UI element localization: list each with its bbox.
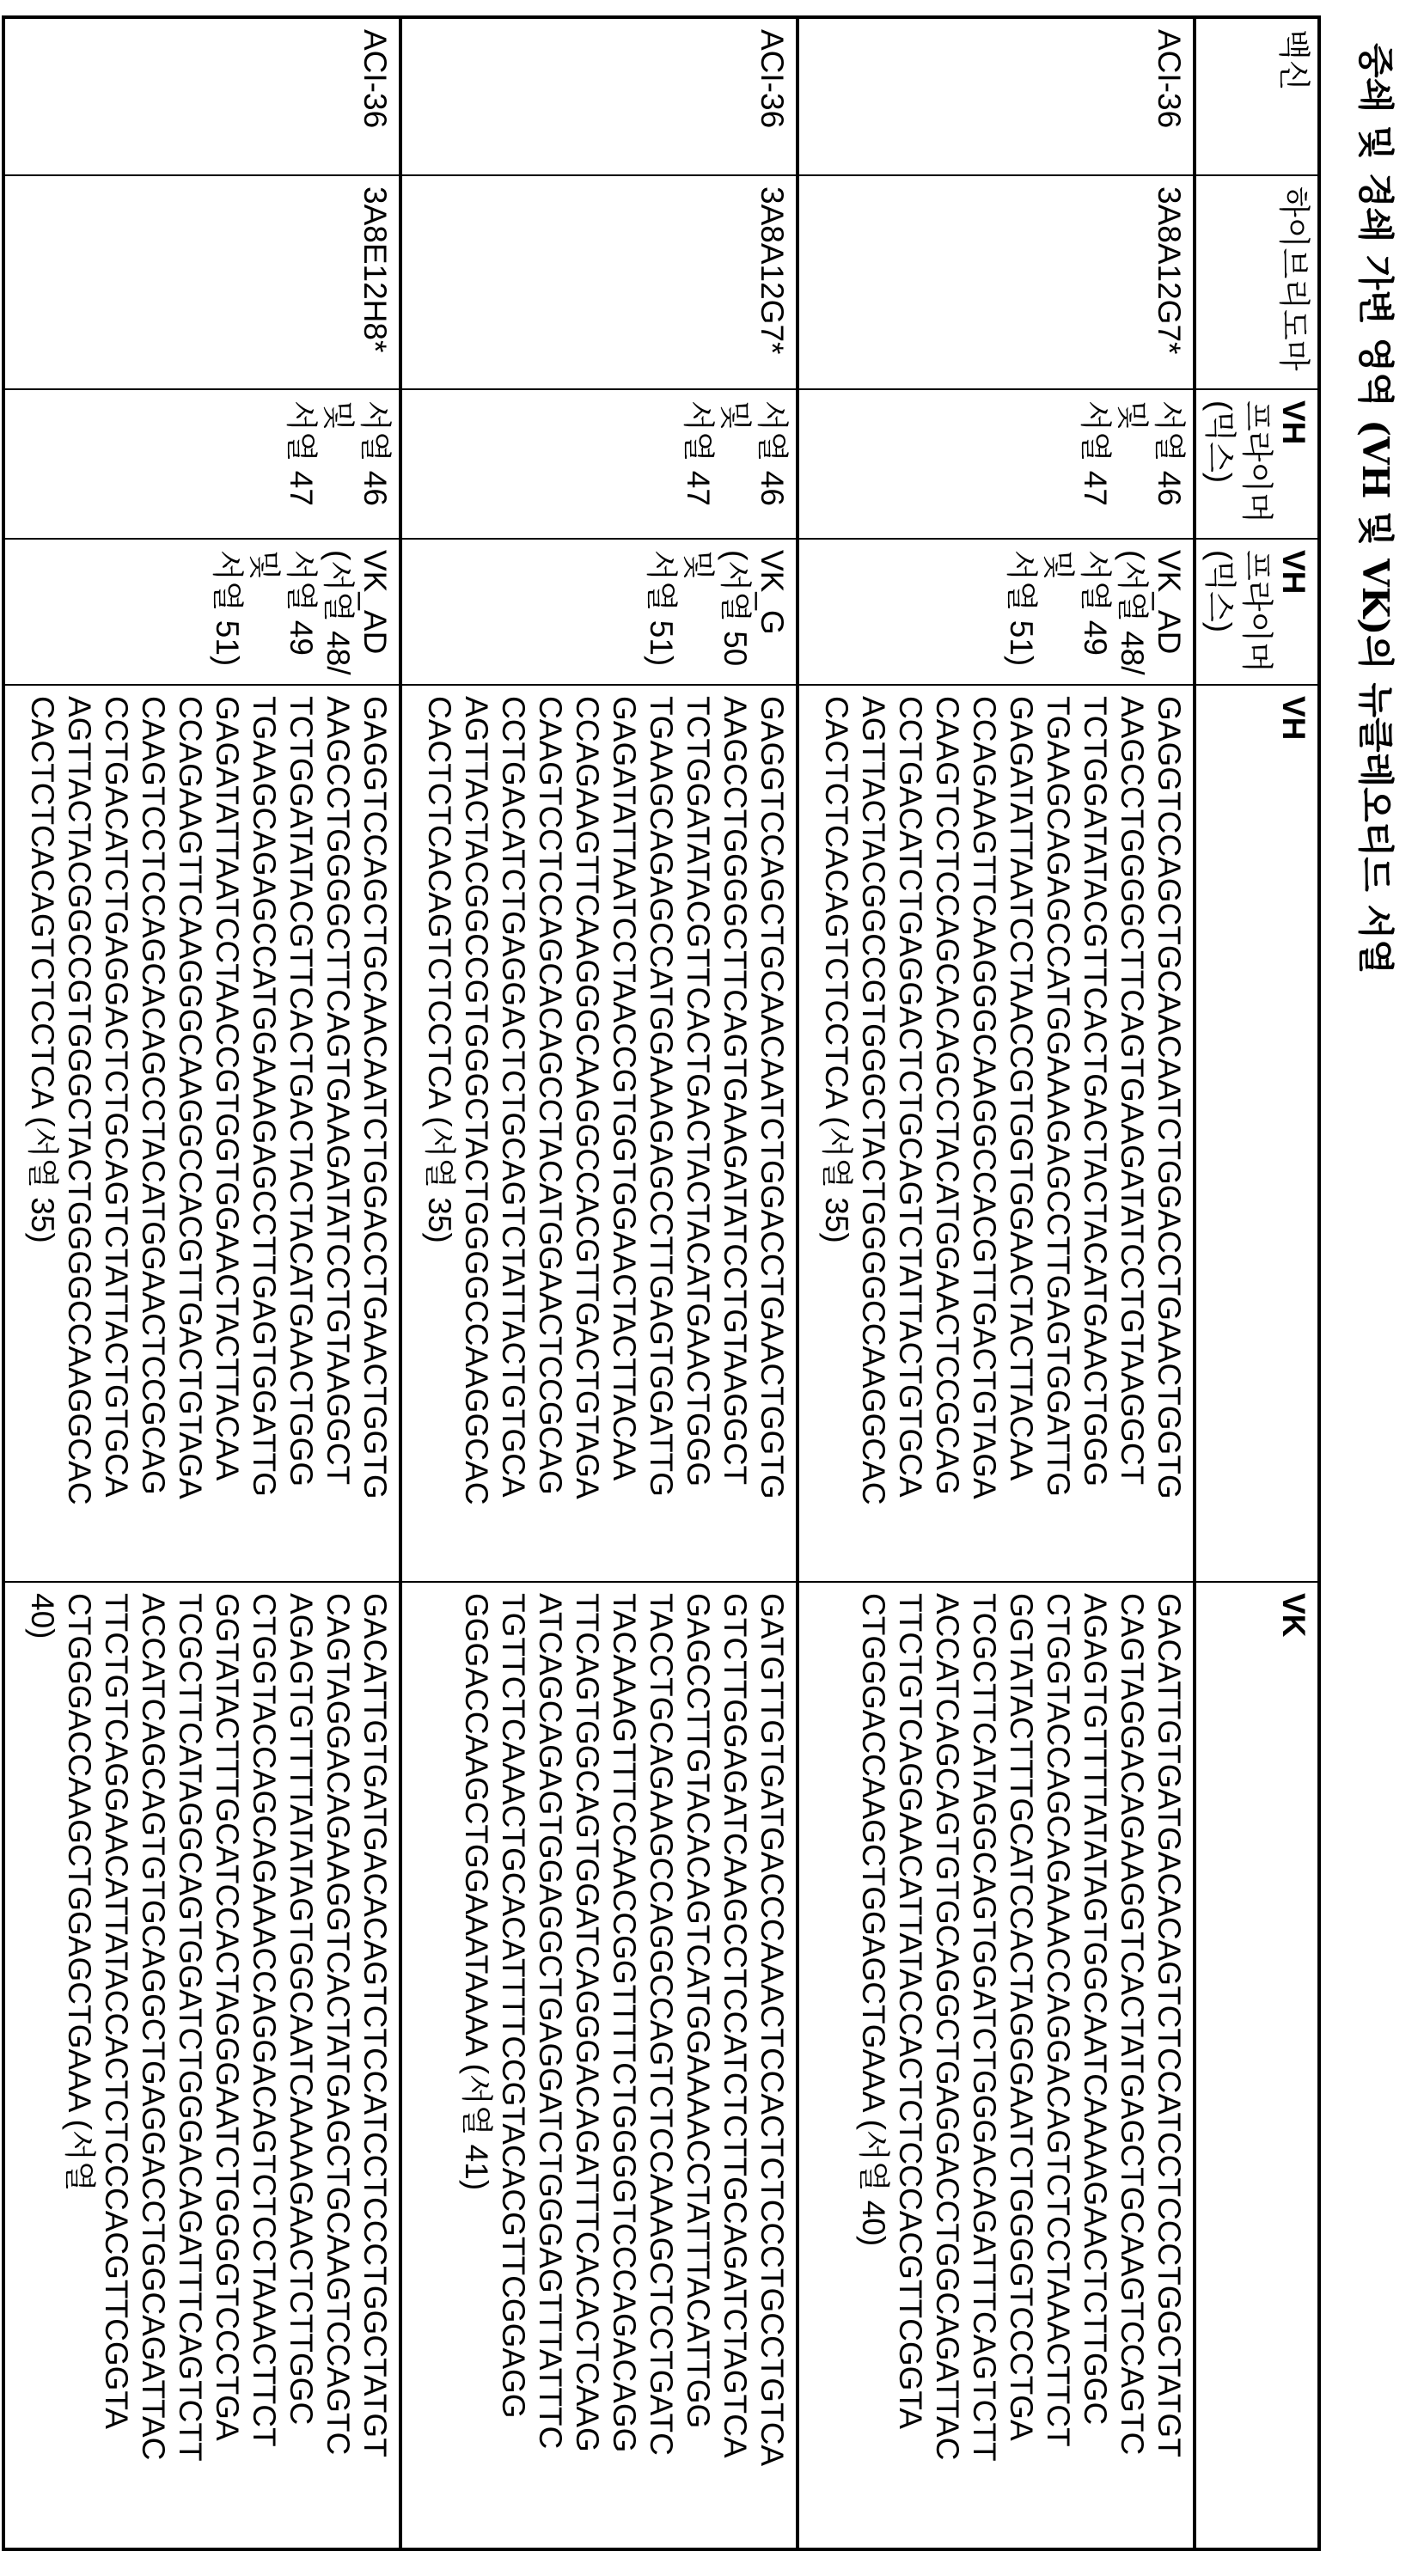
header-vh-primer-line: (믹스) <box>1201 400 1238 528</box>
vk-sequence-line: GGTATACTTTGCATCCACTAGGGAATCTGGGGTCCCTGA <box>1003 1593 1040 2537</box>
vk-sequence-line: AGAGTGTTTTATATAGTGGCAATCAAAAGAACTCTTGGC <box>1077 1593 1114 2537</box>
vk-sequence-line: TACCTGCAGAAGCCAGGCCAGTCTCCAAAGCTCCTGATC <box>643 1593 680 2537</box>
hybridoma-cell: 3A8E12H8* <box>3 175 400 389</box>
vh-sequence-line: TGAAGCAGAGCCATGGAAAGAGCCTTGAGTGGATTG <box>1040 696 1077 1571</box>
vk-sequence-cell <box>3 1582 400 2549</box>
vh-sequence-line: CAAGTCCTCCAGCACAGCCTACATGGAACTCCGCAG <box>532 696 569 1571</box>
vk-primer-line: 및 <box>246 550 283 674</box>
vaccine-cell: ACI-36 <box>400 17 798 175</box>
vh-sequence-line: AAGCCTGGGGCTTCAGTGAAGATATCCTGTAAGGCT <box>320 696 357 1571</box>
vaccine-cell: ACI-36 <box>3 17 400 175</box>
vk-sequence-line: ATCAGCAGAGTGGAGGCTGAGGATCTGGGAGTTTATTTC <box>532 1593 569 2537</box>
vk-sequence-line: ACCATCAGCAGTGTGCAGGCTGAGGACCTGGCAGATTAC <box>929 1593 966 2537</box>
vk-sequence-line: CTGGGACCAAGCTGGAGCTGAAA (서열 <box>61 1593 98 2537</box>
hybridoma-cell: 3A8A12G7* <box>400 175 798 389</box>
table-header-row <box>1195 17 1319 2549</box>
vh-primer-line: 서열 46 <box>1151 400 1188 528</box>
vk-sequence-line: TCGCTTCATAGGCAGTGGATCTGGGACAGATTTCAGTCTT <box>966 1593 1003 2537</box>
vh-primer-line: 서열 47 <box>680 400 717 528</box>
vk-sequence-line: TACAAAGTTTCCAACCGGTTTTCTGGGGTCCCAGACAGG <box>606 1593 643 2537</box>
table-row <box>400 17 798 2549</box>
vh-sequence-line: TGAAGCAGAGCCATGGAAAGAGCCTTGAGTGGATTG <box>643 696 680 1571</box>
vh-primer-line: 및 <box>717 400 754 528</box>
vh-sequence-line: CACTCTCACAGTCTCCTCA (서열 35) <box>818 696 855 1571</box>
vh-sequence-line: CCAGAAGTTCAAGGGCAAGGCCACGTTGACTGTAGA <box>569 696 606 1571</box>
header-vk: VK <box>1195 1582 1319 2549</box>
vk-sequence-line: AGAGTGTTTTATATAGTGGCAATCAAAAGAACTCTTGGC <box>283 1593 320 2537</box>
vh-primer-cell <box>3 389 400 539</box>
vk-sequence-line: GAGCCTTGTACACAGTCATGGAAAACCTATTTACATTGG <box>680 1593 717 2537</box>
vk-primer-line: 서열 51) <box>1003 550 1040 674</box>
vk-primer-line: 서열 49 <box>1077 550 1114 674</box>
vk-primer-line: VK_G <box>754 550 791 674</box>
vk-primer-cell <box>400 539 798 685</box>
vk-primer-cell <box>3 539 400 685</box>
vk-sequence-cell <box>798 1582 1195 2549</box>
table-row <box>3 17 400 2549</box>
vh-sequence-line: TCTGGATATACGTTCACTGACTACTACATGAACTGGG <box>680 696 717 1571</box>
vk-primer-line: (서열 48/ <box>1114 550 1151 674</box>
vk-sequence-line: CAGTAGGACAGAAGGTCACTATGAGCTGCAAGTCCAGTC <box>1114 1593 1151 2537</box>
vh-sequence-line: CAAGTCCTCCAGCACAGCCTACATGGAACTCCGCAG <box>135 696 172 1571</box>
vh-sequence-cell <box>400 685 798 1582</box>
vk-primer-line: 서열 51) <box>209 550 246 674</box>
header-vh-primer <box>1195 389 1319 539</box>
vk-primer-line: 서열 51) <box>643 550 680 674</box>
vk-sequence-line: 40) <box>24 1593 61 2537</box>
vk-sequence-line: TTCTGTCAGGAACATTATACCACTCTCCCACGTTCGGTA <box>98 1593 135 2537</box>
vh-sequence-line: GAGGTCCAGCTGCAACAATCTGGACCTGAACTGGTG <box>357 696 394 1571</box>
vh-primer-line: 서열 47 <box>1077 400 1114 528</box>
vk-primer-line: 서열 49 <box>283 550 320 674</box>
vh-sequence-line: GAGATATTAATCCTAACCGTGGTGGAACTACTTACAA <box>606 696 643 1571</box>
vk-primer-line: 및 <box>680 550 717 674</box>
vh-sequence-line: CCAGAAGTTCAAGGGCAAGGCCACGTTGACTGTAGA <box>172 696 209 1571</box>
vk-sequence-line: GACATTGTGATGACACAGTCTCCATCCTCCCTGGCTATGT <box>357 1593 394 2537</box>
vk-primer-line: VK_AD <box>1151 550 1188 674</box>
vh-sequence-line: TCTGGATATACGTTCACTGACTACTACATGAACTGGG <box>283 696 320 1571</box>
sequence-table <box>2 15 1321 2551</box>
vh-sequence-line: GAGATATTAATCCTAACCGTGGTGGAACTACTTACAA <box>209 696 246 1571</box>
vh-sequence-line: GAGATATTAATCCTAACCGTGGTGGAACTACTTACAA <box>1003 696 1040 1571</box>
vh-primer-cell <box>400 389 798 539</box>
page-title: 중쇄 및 경쇄 가변 영역 (VH 및 VK)의 뉴클레오티드 서열 <box>1352 43 1403 974</box>
vh-sequence-line: AAGCCTGGGGCTTCAGTGAAGATATCCTGTAAGGCT <box>717 696 754 1571</box>
vh-sequence-line: TCTGGATATACGTTCACTGACTACTACATGAACTGGG <box>1077 696 1114 1571</box>
vh-primer-line: 및 <box>1114 400 1151 528</box>
vk-sequence-line: TTCAGTGGCAGTGGATCAGGGACAGATTTCACACTCAAG <box>569 1593 606 2537</box>
vh-sequence-line: CACTCTCACAGTCTCCTCA (서열 35) <box>421 696 458 1571</box>
vk-sequence-line: TCGCTTCATAGGCAGTGGATCTGGGACAGATTTCAGTCTT <box>172 1593 209 2537</box>
vh-sequence-line: CCTGACATCTGAGGACTCTGCAGTCTATTACTGTGCA <box>98 696 135 1571</box>
rotated-page <box>0 0 1424 2576</box>
vh-primer-line: 서열 46 <box>754 400 791 528</box>
header-vk-primer <box>1195 539 1319 685</box>
vk-primer-line: VK_AD <box>357 550 394 674</box>
vk-sequence-line: GGTATACTTTGCATCCACTAGGGAATCTGGGGTCCCTGA <box>209 1593 246 2537</box>
vh-sequence-line: GAGGTCCAGCTGCAACAATCTGGACCTGAACTGGTG <box>754 696 791 1571</box>
vh-sequence-line: TGAAGCAGAGCCATGGAAAGAGCCTTGAGTGGATTG <box>246 696 283 1571</box>
vk-sequence-line: TTCTGTCAGGAACATTATACCACTCTCCCACGTTCGGTA <box>892 1593 929 2537</box>
vh-sequence-cell <box>798 685 1195 1582</box>
header-vk-primer-line: 프라이머 <box>1238 550 1275 674</box>
vh-sequence-cell <box>3 685 400 1582</box>
vk-sequence-line: CTGGTACCAGCAGAAACCAGGACAGTCTCCTAAACTTCT <box>1040 1593 1077 2537</box>
vk-primer-line: 및 <box>1040 550 1077 674</box>
vk-sequence-line: GTCTTGGAGATCAAGCCTCCATCTCTTGCAGATCTAGTCA <box>717 1593 754 2537</box>
vh-sequence-line: AAGCCTGGGGCTTCAGTGAAGATATCCTGTAAGGCT <box>1114 696 1151 1571</box>
vh-sequence-line: GAGGTCCAGCTGCAACAATCTGGACCTGAACTGGTG <box>1151 696 1188 1571</box>
header-vk-primer-line: VH <box>1275 550 1312 674</box>
vh-primer-line: 및 <box>320 400 357 528</box>
vk-sequence-line: CTGGTACCAGCAGAAACCAGGACAGTCTCCTAAACTTCT <box>246 1593 283 2537</box>
vh-sequence-line: CAAGTCCTCCAGCACAGCCTACATGGAACTCCGCAG <box>929 696 966 1571</box>
header-vh: VH <box>1195 685 1319 1582</box>
vaccine-cell: ACI-36 <box>798 17 1195 175</box>
vh-sequence-line: CACTCTCACAGTCTCCTCA (서열 35) <box>24 696 61 1571</box>
vh-sequence-line: CCAGAAGTTCAAGGGCAAGGCCACGTTGACTGTAGA <box>966 696 1003 1571</box>
vk-sequence-line: GATGTTGTGATGACCCAAACTCCACTCTCCCTGCCTGTCA <box>754 1593 791 2537</box>
vk-sequence-line: TGTTCTCAAACTGCACATTTTCCGTACACGTTCGGAGG <box>495 1593 532 2537</box>
vh-primer-line: 서열 46 <box>357 400 394 528</box>
vk-sequence-line: CTGGGACCAAGCTGGAGCTGAAA (서열 40) <box>855 1593 892 2537</box>
vk-sequence-line: CAGTAGGACAGAAGGTCACTATGAGCTGCAAGTCCAGTC <box>320 1593 357 2537</box>
vh-sequence-line: CCTGACATCTGAGGACTCTGCAGTCTATTACTGTGCA <box>892 696 929 1571</box>
table-row <box>798 17 1195 2549</box>
header-vk-primer-line: (믹스) <box>1201 550 1238 674</box>
vk-sequence-cell <box>400 1582 798 2549</box>
header-hybridoma: 하이브리도마 <box>1195 175 1319 389</box>
vk-sequence-line: GACATTGTGATGACACAGTCTCCATCCTCCCTGGCTATGT <box>1151 1593 1188 2537</box>
vh-sequence-line: AGTTACTACGGCCGTGGGCTACTGGGGCCAAGGCAC <box>61 696 98 1571</box>
vh-sequence-line: AGTTACTACGGCCGTGGGCTACTGGGGCCAAGGCAC <box>458 696 495 1571</box>
vh-sequence-line: CCTGACATCTGAGGACTCTGCAGTCTATTACTGTGCA <box>495 696 532 1571</box>
vh-sequence-line: AGTTACTACGGCCGTGGGCTACTGGGGCCAAGGCAC <box>855 696 892 1571</box>
vh-primer-line: 서열 47 <box>283 400 320 528</box>
header-vh-primer-line: 프라이머 <box>1238 400 1275 528</box>
vk-primer-line: (서열 50 <box>717 550 754 674</box>
hybridoma-cell: 3A8A12G7* <box>798 175 1195 389</box>
header-vh-primer-line: VH <box>1275 400 1312 528</box>
vh-primer-cell <box>798 389 1195 539</box>
vk-primer-cell <box>798 539 1195 685</box>
vk-sequence-line: GGGACCAAGCTGGAAATAAAA (서열 41) <box>458 1593 495 2537</box>
vk-sequence-line: ACCATCAGCAGTGTGCAGGCTGAGGACCTGGCAGATTAC <box>135 1593 172 2537</box>
header-vaccine: 백신 <box>1195 17 1319 175</box>
vk-primer-line: (서열 48/ <box>320 550 357 674</box>
